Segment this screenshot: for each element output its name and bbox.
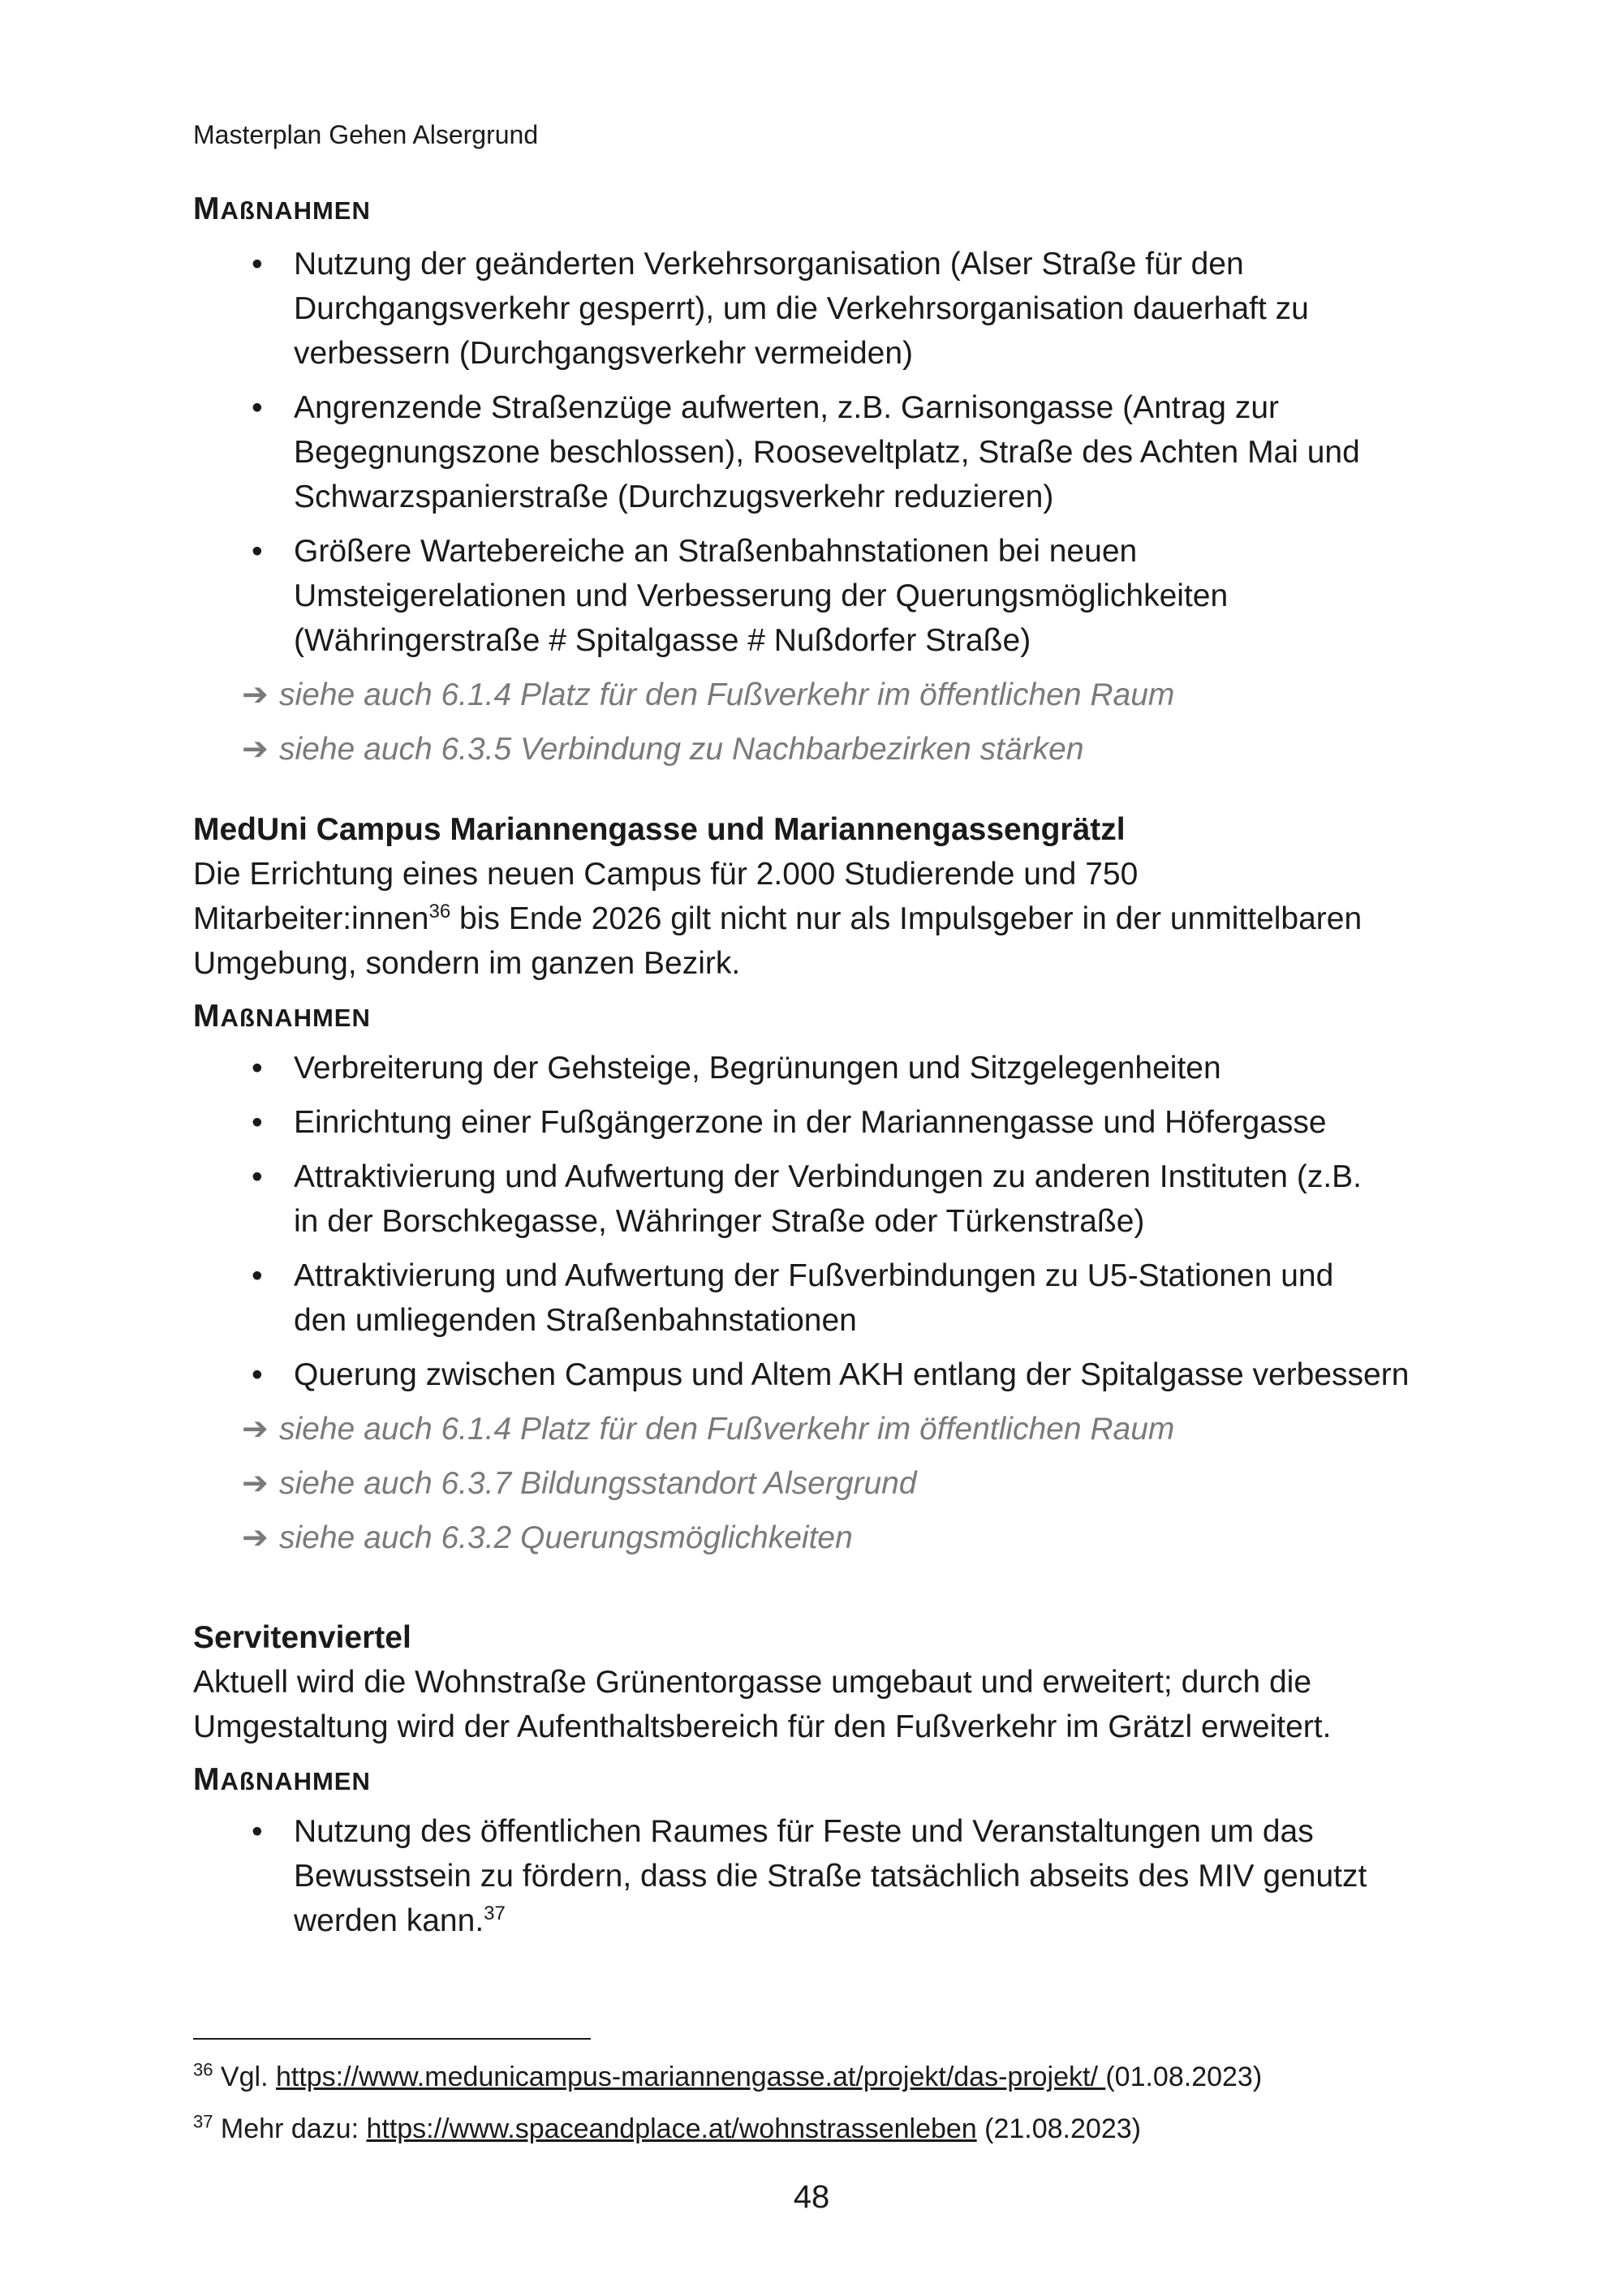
bullet-icon: • xyxy=(252,1105,263,1140)
footnote-ref-36[interactable]: 36 xyxy=(428,901,451,922)
bullet-icon: • xyxy=(252,1814,263,1849)
footnote-divider xyxy=(193,2038,591,2040)
list-item: • Größere Wartebereiche an Straßenbahnstationen bei neuen Umsteigerelationen und Verbesserung der Querungsmöglichkeiten (Währingerstraße # Spitalgasse # Nußdorfer Straße) xyxy=(193,529,1443,663)
list-item: • Attraktivierung und Aufwertung der Fußverbindungen zu U5-Stationen und den umliegenden Straßenbahnstationen xyxy=(193,1253,1443,1343)
footnote-ref-37[interactable]: 37 xyxy=(484,1903,506,1924)
section-title-servitenviertel: Servitenviertel xyxy=(193,1620,411,1655)
list-item: • Nutzung des öffentlichen Raumes für Feste und Veranstaltungen um das Bewusstsein zu fördern, dass die Straße tatsächlich abseits des MIV genutzt werden kann.$^{37}$ xyxy=(193,1809,1443,1943)
section-intro-servitenviertel: Aktuell wird die Wohnstraße Grünentorgasse umgebaut und erweitert; durch die Umgestaltung wird der Aufenthaltsbereich für den Fußverkehr im Grätzl erweitert. xyxy=(193,1665,1332,1744)
page-content xyxy=(193,191,1443,1953)
bullet-icon: • xyxy=(252,534,263,569)
list-item: • Angrenzende Straßenzüge aufwerten, z.B. Garnisongasse (Antrag zur Begegnungszone beschlossen), Rooseveltplatz, Straße des Achten Mai und Schwarzspanierstraße (Durchzugsverkehr reduzieren) xyxy=(193,385,1443,519)
bullet-icon: • xyxy=(252,1159,263,1194)
bullet-icon: • xyxy=(252,1258,263,1293)
massnahmen-heading: MAßNAHMEN xyxy=(193,999,371,1034)
arrow-right-icon: ➔ xyxy=(242,1412,269,1447)
cross-reference[interactable]: ➔ siehe auch 6.3.2 Querungsmöglichkeiten xyxy=(193,1516,1443,1560)
arrow-right-icon: ➔ xyxy=(242,1520,269,1555)
page-number: 48 xyxy=(793,2179,830,2215)
footnotes xyxy=(193,2057,1443,2161)
massnahmen-heading: MAßNAHMEN xyxy=(193,191,371,226)
arrow-right-icon: ➔ xyxy=(242,677,269,712)
arrow-right-icon: ➔ xyxy=(242,732,269,767)
measures-list-1 xyxy=(193,242,1443,663)
cross-reference[interactable]: ➔ siehe auch 6.1.4 Platz für den Fußverkehr im öffentlichen Raum xyxy=(193,673,1443,717)
footnote-37: $^{37}$ Mehr dazu: https://www.spaceandplace.at/wohnstrassenleben (21.08.2023) xyxy=(193,2111,1141,2144)
arrow-right-icon: ➔ xyxy=(242,1466,269,1501)
running-header: Masterplan Gehen Alsergrund xyxy=(193,120,539,149)
cross-reference[interactable]: ➔ siehe auch 6.1.4 Platz für den Fußverkehr im öffentlichen Raum xyxy=(193,1407,1443,1451)
list-item: • Querung zwischen Campus und Altem AKH entlang der Spitalgasse verbessern xyxy=(193,1352,1443,1397)
massnahmen-heading: MAßNAHMEN xyxy=(193,1762,371,1797)
footnote-link[interactable]: https://www.medunicampus-mariannengasse.at/projekt/das-projekt/ xyxy=(275,2062,1106,2092)
bullet-icon: • xyxy=(252,390,263,425)
footnote-36: $^{36}$ Vgl. https://www.medunicampus-mariannengasse.at/projekt/das-projekt/ (01.08.2023) xyxy=(193,2059,1263,2092)
measures-list-2 xyxy=(193,1046,1443,1397)
measures-list-3 xyxy=(193,1809,1443,1943)
list-item: • Verbreiterung der Gehsteige, Begrünungen und Sitzgelegenheiten xyxy=(193,1046,1443,1090)
footnote-link[interactable]: https://www.spaceandplace.at/wohnstrassenleben xyxy=(366,2113,977,2144)
bullet-icon: • xyxy=(252,1357,263,1392)
list-item: • Nutzung der geänderten Verkehrsorganisation (Alser Straße für den Durchgangsverkehr gesperrt), um die Verkehrsorganisation dauerhaft zu verbessern (Durchgangsverkehr vermeiden) xyxy=(193,242,1443,376)
bullet-icon: • xyxy=(252,247,263,282)
section-title-meduni: MedUni Campus Mariannengasse und Mariannengassengrätzl xyxy=(193,812,1126,847)
section-intro-meduni: Die Errichtung eines neuen Campus für 2.000 Studierende und 750 Mitarbeiter:innen$^{36}$ bis Ende 2026 gilt nicht nur als Impulsgeber in der unmittelbaren Umgebung, sondern im ganzen Bezirk. xyxy=(193,857,1363,981)
cross-reference[interactable]: ➔ siehe auch 6.3.5 Verbindung zu Nachbarbezirken stärken xyxy=(193,727,1443,772)
bullet-icon: • xyxy=(252,1051,263,1086)
cross-reference[interactable]: ➔ siehe auch 6.3.7 Bildungsstandort Alsergrund xyxy=(193,1461,1443,1506)
list-item: • Einrichtung einer Fußgängerzone in der Mariannengasse und Höfergasse xyxy=(193,1100,1443,1145)
list-item: • Attraktivierung und Aufwertung der Verbindungen zu anderen Instituten (z.B. in der Borschkegasse, Währinger Straße oder Türkenstraße) xyxy=(193,1154,1443,1244)
